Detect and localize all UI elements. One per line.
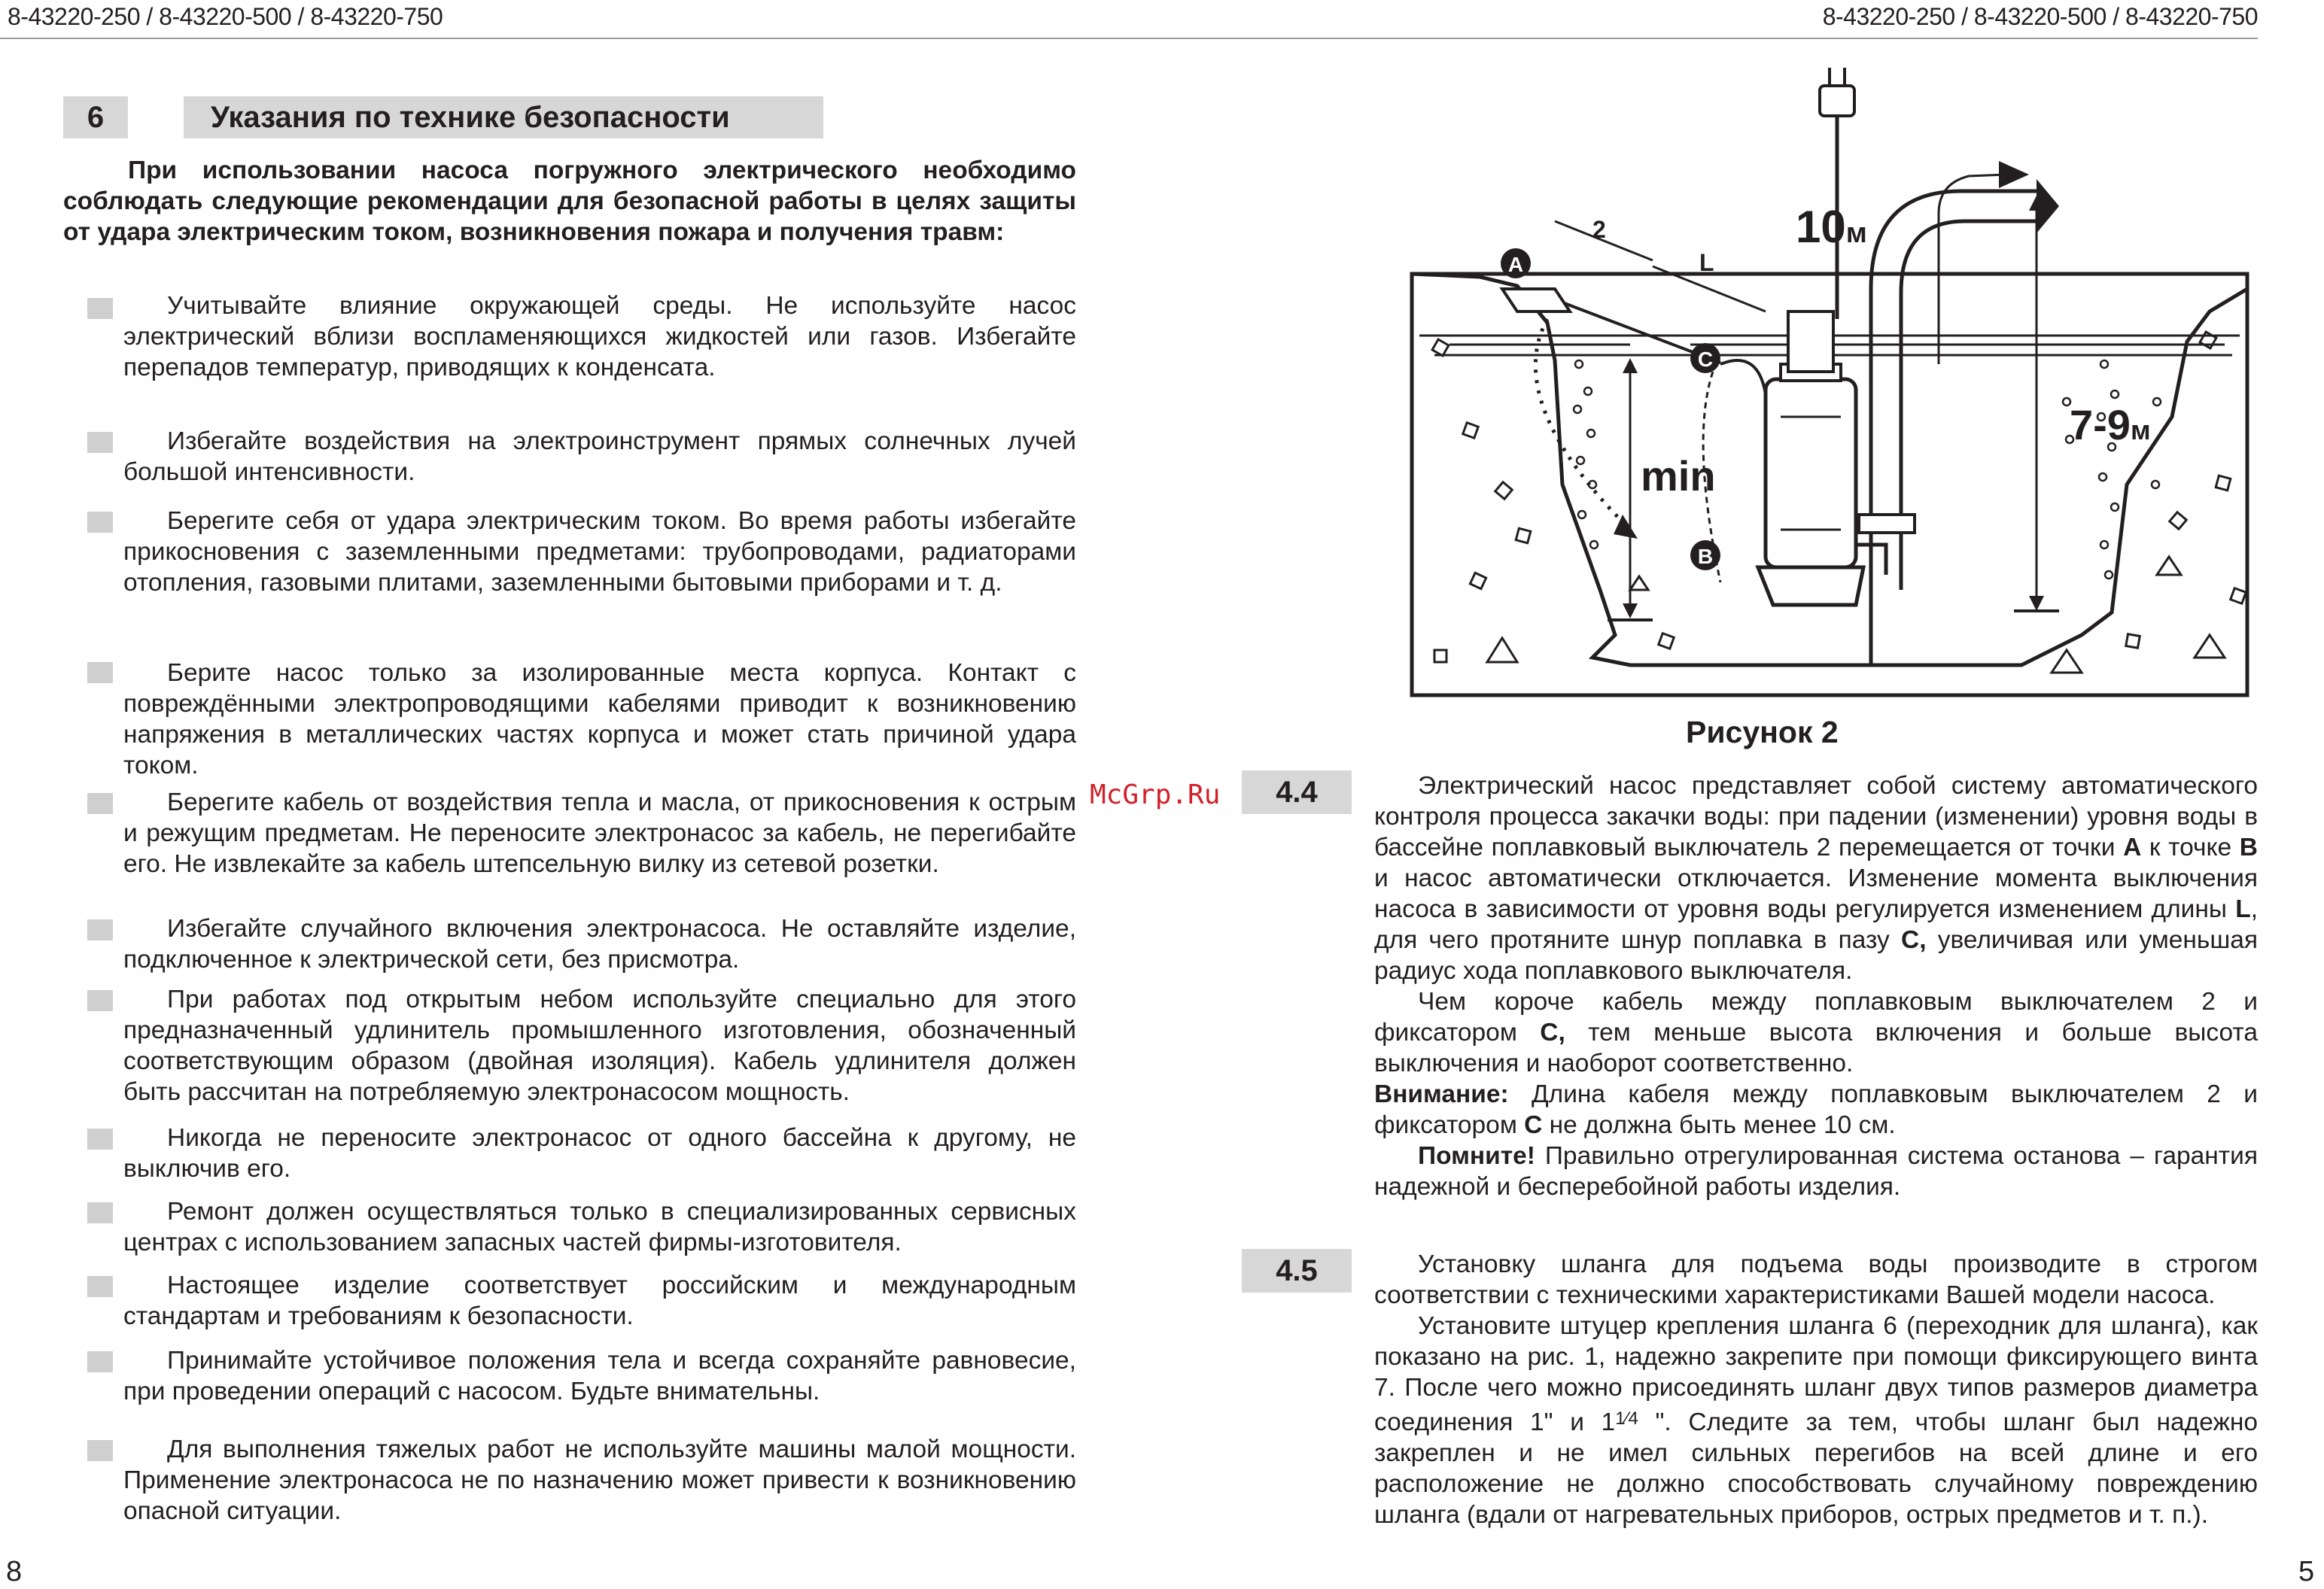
bullet-marker <box>87 512 113 533</box>
s44-paragraph-4: Помните! Правильно отрегулированная система останова – гарантия надежной и бесперебойной работы изделия. <box>1374 1142 2258 1201</box>
pipe-clamp <box>1859 515 1915 533</box>
s45-paragraph-2: Установите штуцер крепления шланга 6 (переходник для шланга), как показано на рис. 1, надежно закрепите при помощи фиксирующего винта 7. После чего можно присоединять шланг двух типов размеров диаметра соединения 1" и $1^{1⁄4}$ ". Следите за тем, чтобы шланг был надежно закреплен и не имел сильных перегибов на всей длине и его расположение не должно способствовать случайному повреждению шланга (вдали от нагревательных приборов, острых предметов и т. п.). <box>1374 1312 2258 1529</box>
bullet-item: Настоящее изделие соответствует российским и международным стандартам и требованиям к безопасности. <box>123 1272 1076 1330</box>
bullet-marker <box>87 919 113 940</box>
discharge-pipe <box>1871 191 2037 665</box>
figure-caption: Рисунок 2 <box>1686 715 1839 749</box>
pump-installation-figure <box>1404 63 2255 700</box>
label-l: L <box>1699 249 1714 276</box>
s45-paragraph-1: Установку шланга для подъема воды производите в строгом соответствии с техническими характеристиками Вашей модели насоса. <box>1374 1250 2258 1309</box>
bullet-item: Берите насос только за изолированные места корпуса. Контакт с повреждёнными электропроводящими кабелями приводит к возникновению напряжения в металлических частях корпуса и может стать причиной удара током. <box>123 659 1076 779</box>
label-c: C <box>1697 348 1714 371</box>
header-rule <box>0 38 2258 39</box>
bullet-marker <box>87 793 113 814</box>
bullet-item: Берегите кабель от воздействия тепла и масла, от прикосновения к острым и режущим предметам. Не переносите электронасос за кабель, не перегибайте его. Не извлекайте за кабель штепсельную вилку из сетевой розетки. <box>123 788 1076 878</box>
bullet-marker <box>87 1276 113 1297</box>
bullet-marker <box>87 662 113 683</box>
float-arc <box>1535 319 1630 530</box>
label-two: 2 <box>1592 216 1606 243</box>
float-switch <box>1502 289 1570 311</box>
bullet-item: Избегайте случайного включения электронасоса. Не оставляйте изделие, подключенное к электрической сети, без присмотра. <box>123 915 1076 974</box>
s44-paragraph-3: Внимание: Длина кабеля между поплавковым выключателем 2 и фиксатором C не должна быть менее 10 см. <box>1374 1080 2258 1139</box>
intro-paragraph: При использовании насоса погружного электрического необходимо соблюдать следующие рекомендации для безопасной работы в целях защиты от удара электрическим током, возникновения пожара и получения травм: <box>63 156 1076 246</box>
header-left: 8-43220-250 / 8-43220-500 / 8-43220-750 <box>8 3 443 30</box>
section-badge-4-4: 4.4 <box>1242 770 1352 814</box>
bullet-marker <box>87 1440 113 1461</box>
bullet-marker <box>87 298 113 319</box>
label-a: A <box>1507 253 1524 276</box>
bullet-item: Принимайте устойчивое положения тела и всегда сохраняйте равновесие, при проведении операций с насосом. Будьте внимательны. <box>123 1347 1076 1405</box>
page-number-left: 8 <box>6 1556 23 1587</box>
section-number: 6 <box>63 96 128 138</box>
label-depth: 7-9м <box>2070 401 2151 448</box>
label-cable-length: 10м <box>1796 202 1867 252</box>
section-4-5-text <box>1374 1249 2258 1530</box>
float-cable <box>1720 360 1766 394</box>
watermark: McGrp.Ru <box>1090 779 1221 810</box>
bullet-marker <box>87 1351 113 1372</box>
section-4-4-text <box>1374 770 2258 1202</box>
bullet-marker <box>87 1129 113 1150</box>
bullet-marker <box>87 1202 113 1223</box>
bullet-marker <box>87 990 113 1011</box>
header-right: 8-43220-250 / 8-43220-500 / 8-43220-750 <box>1822 3 2258 30</box>
bullet-marker <box>87 432 113 453</box>
bullet-item: Для выполнения тяжелых работ не используйте машины малой мощности. Применение электронасоса не по назначению может привести к возникновению опасной ситуации. <box>123 1436 1076 1525</box>
bullet-item: При работах под открытым небом используйте специально для этого предназначенный удлинитель промышленного изготовления, обозначенный соответствующим образом (двойная изоляция). Кабель удлинителя должен быть рассчитан на потребляемую электронасосом мощность. <box>123 986 1076 1106</box>
label-b: B <box>1697 545 1714 568</box>
section-title: Указания по технике безопасности <box>184 96 823 138</box>
s44-paragraph-1: Электрический насос представляет собой систему автоматического контроля процесса закачки воды: при падении (изменении) уровня воды в бассейне поплавковый выключатель 2 перемещается от точки A к точке B и насос автоматически отключается. Изменение момента выключения насоса в зависимости от уровня воды регулируется изменением длины L, для чего протяните шнур поплавка в пазу C, увеличивая или уменьшая радиус хода поплавкового выключателя. <box>1374 772 2259 985</box>
label-min: min <box>1641 452 1716 500</box>
bullet-item: Никогда не переносите электронасос от одного бассейна к другому, не выключив его. <box>123 1124 1076 1183</box>
bullet-item: Учитывайте влияние окружающей среды. Не используйте насос электрический вблизи воспламеняющихся жидкостей или газов. Избегайте перепадов температур, приводящих к конденсата. <box>123 292 1076 381</box>
power-cable <box>1820 68 1854 319</box>
section-badge-4-5: 4.5 <box>1242 1249 1352 1293</box>
bullet-item: Избегайте воздействия на электроинструмент прямых солнечных лучей большой интенсивности. <box>123 427 1076 486</box>
bullet-item: Ремонт должен осуществляться только в специализированных сервисных центрах с использованием запасных частей фирмы-изготовителя. <box>123 1198 1076 1256</box>
bullet-item: Берегите себя от удара электрическим током. Во время работы избегайте прикосновения с заземленными предметами: трубопроводами, радиаторами отопления, газовыми плитами, заземленными бытовыми приборами и т. д. <box>123 507 1076 597</box>
page-number-right: 5 <box>2298 1556 2315 1587</box>
s44-paragraph-2: Чем короче кабель между поплавковым выключателем 2 и фиксатором C, тем меньше высота включения и больше высота выключения и наоборот соответственно. <box>1374 988 2258 1077</box>
